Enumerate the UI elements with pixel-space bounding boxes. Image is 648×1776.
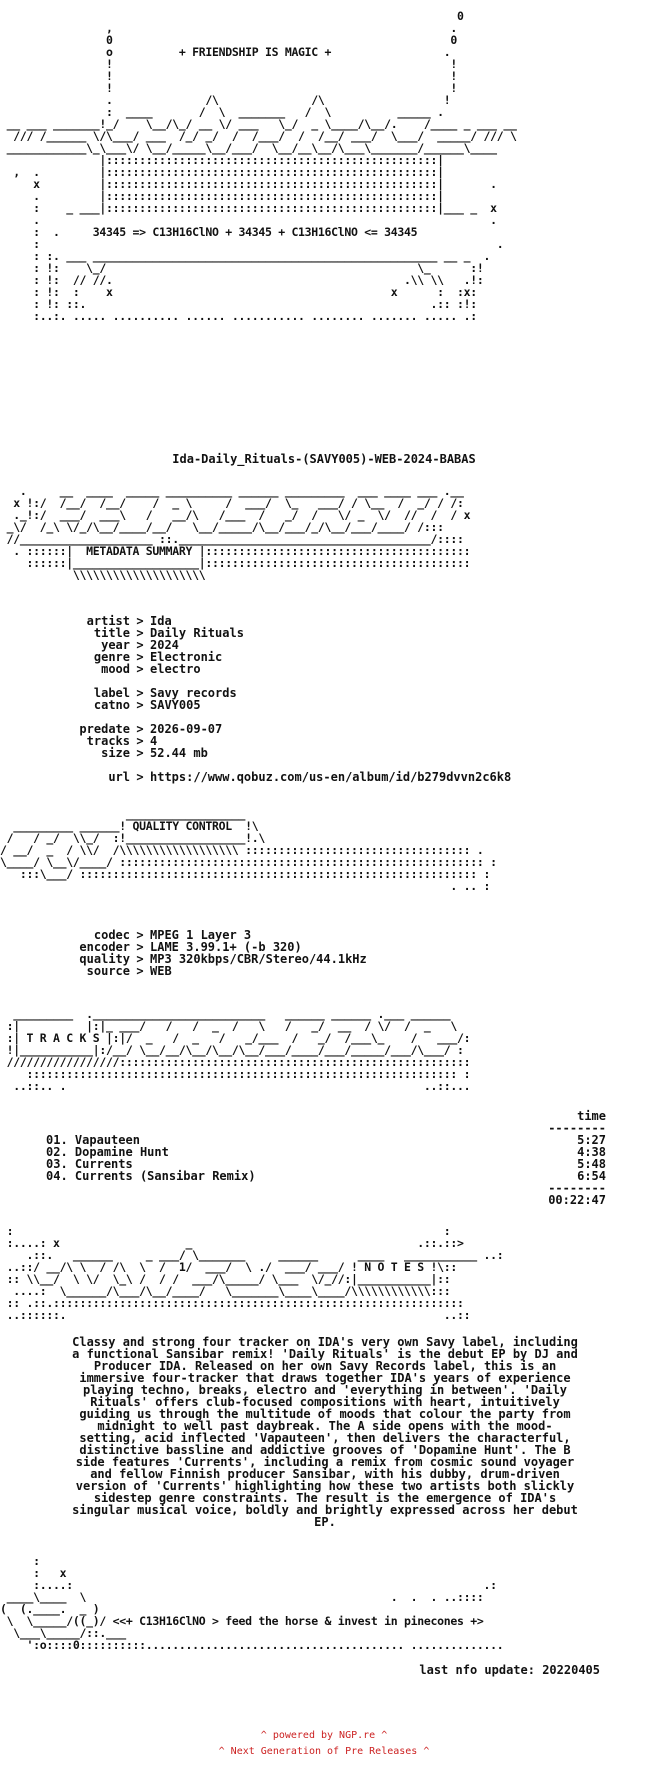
quality-row-codec: codec > MPEG 1 Layer 3	[93, 928, 252, 942]
quality-value: MP3 320kbps/CBR/Stereo/44.1kHz	[150, 952, 367, 966]
quality-list	[0, 929, 367, 977]
size-value: 52.44 mb	[150, 746, 208, 760]
metadata-row-catno: catno > SAVY005	[93, 698, 201, 712]
metadata-row-mood: mood > electro	[101, 662, 201, 676]
tracks-value: 4	[150, 734, 158, 748]
metadata-row-predate: predate > 2026-09-07	[79, 722, 223, 736]
encoder-value: LAME 3.99.1+ (-b 320)	[150, 940, 302, 954]
tagline: ^ Next Generation of Pre Releases ^	[218, 1746, 430, 1757]
genre-value: Electronic	[150, 650, 223, 664]
track-row: 04. Currents (Sansibar Remix) 6:54	[46, 1169, 606, 1183]
year-value: 2024	[150, 638, 179, 652]
quality-row-source: source > WEB	[86, 964, 172, 978]
label-value: Savy records	[150, 686, 237, 700]
codec-value: MPEG 1 Layer 3	[150, 928, 252, 942]
track-row: 01. Vapauteen 5:27	[46, 1133, 606, 1147]
notes-banner: : : :....: x _ .::.::> .::. ______ _ ___/ \_______ ______ ____ ___________ ..: ..::/ __/\ \ / /\ \ / 1/ ___/ \ ./ ___/ ___/ ! N O T E S !\:: :: \\__/ \ \/ \_\ / / / ___/\_____/ \___ \/_//:|___________|:: ....: \______/\___/\__/____/ \_______\____\____/\\\\\\\\\\\\::: :: .::.:::::::::::::::::::::::::::::::::::::::::::::::::::::::::::::: ..::::::. ..::	[6, 1225, 504, 1322]
last-update: last nfo update: 20220405	[419, 1663, 600, 1677]
metadata-row-url: url > https://www.qobuz.com/us-en/album/id/b279dvvn2c6k8	[108, 770, 512, 784]
source-value: WEB	[150, 964, 172, 978]
metadata-summary-banner: . __ ____ _____ __________ ______ _________ ___ ____ ___ .__ x !:/ /__/ /__/ / _ \ / ___/ \_ ___/ / \__ / _/ / /: ._!:/ ___/ ___\ / __/\ /___ / _/ / \/ _ \/ // / / x _\/ /_\ \/_/\__/____/__/ \__/_____/\__/___/_/\__/___/____/ /::: //____________________ ::.______________________________________/:::: . ::::::| METADATA SUMMARY |:::::::::::::::::::::::::::::::::::::::: ::::::|___________________|:::::::::::::::::::::::::::::::::::::::: \\\\\\\\\\\\\\\\\\\\	[6, 485, 471, 582]
tracklist-total: 00:22:47	[548, 1193, 606, 1207]
metadata-list	[0, 615, 511, 783]
tracklist	[46, 1110, 606, 1206]
tracklist-rule: --------	[548, 1121, 606, 1135]
header-ascii-art: 0 , . 0 0 o + FRIENDSHIP IS MAGIC + . ! ! ! ! ! ! . /\ /\ ! : ____ / \ _______ / \ _____ . __ ___ _______!_/ \__/\_/ __ \/ ___ \_/ _ \____/\__/. /____ _ ___ __ /// /______ \/\___/ ___ /_/ _/ / /___/ / /__/ ___/ \___/ _____/ /// \ ____________\_\___\/ \__/_____\__/___/ \__/__\__/\___\_______/______\____ |::::::::::::::::::::::::::::::::::::::::::::::::::| , . |::::::::::::::::::::::::::::::::::::::::::::::::::| x |::::::::::::::::::::::::::::::::::::::::::::::::::| . . |::::::::::::::::::::::::::::::::::::::::::::::::::| : _ ___|::::::::::::::::::::::::::::::::::::::::::::::::::|___ _ x . . : . 34345 => C13H16ClNO + 34345 + C13H16ClNO <= 34345 : . : :. ___ ____________________________________________________ __ _ . : !: \_/ \_ :! : !: // //. .\\ \\ .!: : !: : x x : :x: : !: ::. .:: :!: :..:. ..... .......... ...... ........... ........ ....... ..... .:	[6, 10, 517, 323]
release-name: Ida-Daily_Rituals-(SAVY005)-WEB-2024-BABAS	[172, 452, 476, 466]
metadata-row-tracks: tracks > 4	[86, 734, 158, 748]
mood-value: electro	[150, 662, 201, 676]
title-value: Daily Rituals	[150, 626, 244, 640]
artist-value: Ida	[150, 614, 172, 628]
metadata-row-year: year > 2024	[101, 638, 179, 652]
metadata-row-size: size > 52.44 mb	[101, 746, 208, 760]
powered-by: ^ powered by NGP.re ^	[260, 1730, 388, 1741]
tracklist-time-header: time	[577, 1109, 606, 1123]
track-row: 03. Currents 5:48	[46, 1157, 606, 1171]
url-link[interactable]: https://www.qobuz.com/us-en/album/id/b279dvvn2c6k8	[150, 770, 512, 784]
notes-text: Classy and strong four tracker on IDA's very own Savy label, including a functional Sansibar remix! 'Daily Rituals' is the debut EP by DJ and Producer IDA. Released on her own Savy Records label, this is an immersive four-tracker that draws together IDA's years of experience playing techno, breaks, electro and 'everything in between'. 'Daily Rituals' offers club-focused compositions with heart, intuitively guiding us through the multitude of moods that colour the party from midnight to well past daybreak. The A side opens with the mood- setting, acid inflected 'Vapauteen', then delivers the characterful, distinctive bassline and addictive grooves of 'Dopamine Hunt'. The B side features 'Currents', including a remix from cosmic sound voyager and fellow Finnish producer Sansibar, with his dubby, drum-driven version of 'Currents' highlighting how these two artists both slickly sidestep genre constraints. The result is the emergence of IDA's singular musical voice, boldly and brightly expressed across her debut EP.	[72, 1335, 578, 1529]
metadata-row-title: title > Daily Rituals	[93, 626, 244, 640]
tracks-banner: _________ .__________________________ ______ ______ .___ ______ :| |:|_ ___/ / / _ / \ / _/ __ / \/ / _ \ :| T R A C K S |:|/ _ / _ / _/___ / _/ /___\_ / ___/: !|___________|:/__/ \__/__/\__/\__/\__/___/____/___/_____/___/\___/ : /////////////////::::::::::::::::::::::::::::::::::::::::::::::::::::: ::::::::::::::::::::::::::::::::::::::::::::::::::::::::::::::::: : ..::.. . ..::...	[6, 1008, 471, 1093]
quality-row-encoder: encoder > LAME 3.99.1+ (-b 320)	[79, 940, 302, 954]
tracklist-rule-bottom: --------	[548, 1181, 606, 1195]
quality-row-quality: quality > MP3 320kbps/CBR/Stereo/44.1kHz	[79, 952, 367, 966]
catno-value: SAVY005	[150, 698, 201, 712]
track-row: 02. Dopamine Hunt 4:38	[46, 1145, 606, 1159]
footer-ascii-art: : : x :....: .: ____\____ \ . . . ..:::: ( (.____. _ ) \ \_____/((_)/ <<+ C13H16ClNO > feed the horse & invest in pinecones +> \___\_____/::.___ ':o::::0::::::::::....................................... ..............	[0, 1555, 504, 1652]
metadata-row-genre: genre > Electronic	[93, 650, 223, 664]
metadata-row-label: label > Savy records	[93, 686, 237, 700]
predate-value: 2026-09-07	[150, 722, 223, 736]
quality-control-banner: __________________ _________ ______! QUALITY CONTROL !\ / / _/ \\_/ :!__________________!.\ / __/ _ / \\/ /\\\\\\\\\\\\\\\\\\ :::::::::::::::::::::::::::::::::: . \____/ \__\/____/ ::::::::::::::::::::::::::::::::::::::::::::::::::::::: : :::\___/ :::::::::::::::::::::::::::::::::::::::::::::::::::::::::::: : . .. :	[0, 808, 497, 893]
metadata-row-artist: artist > Ida	[86, 614, 172, 628]
